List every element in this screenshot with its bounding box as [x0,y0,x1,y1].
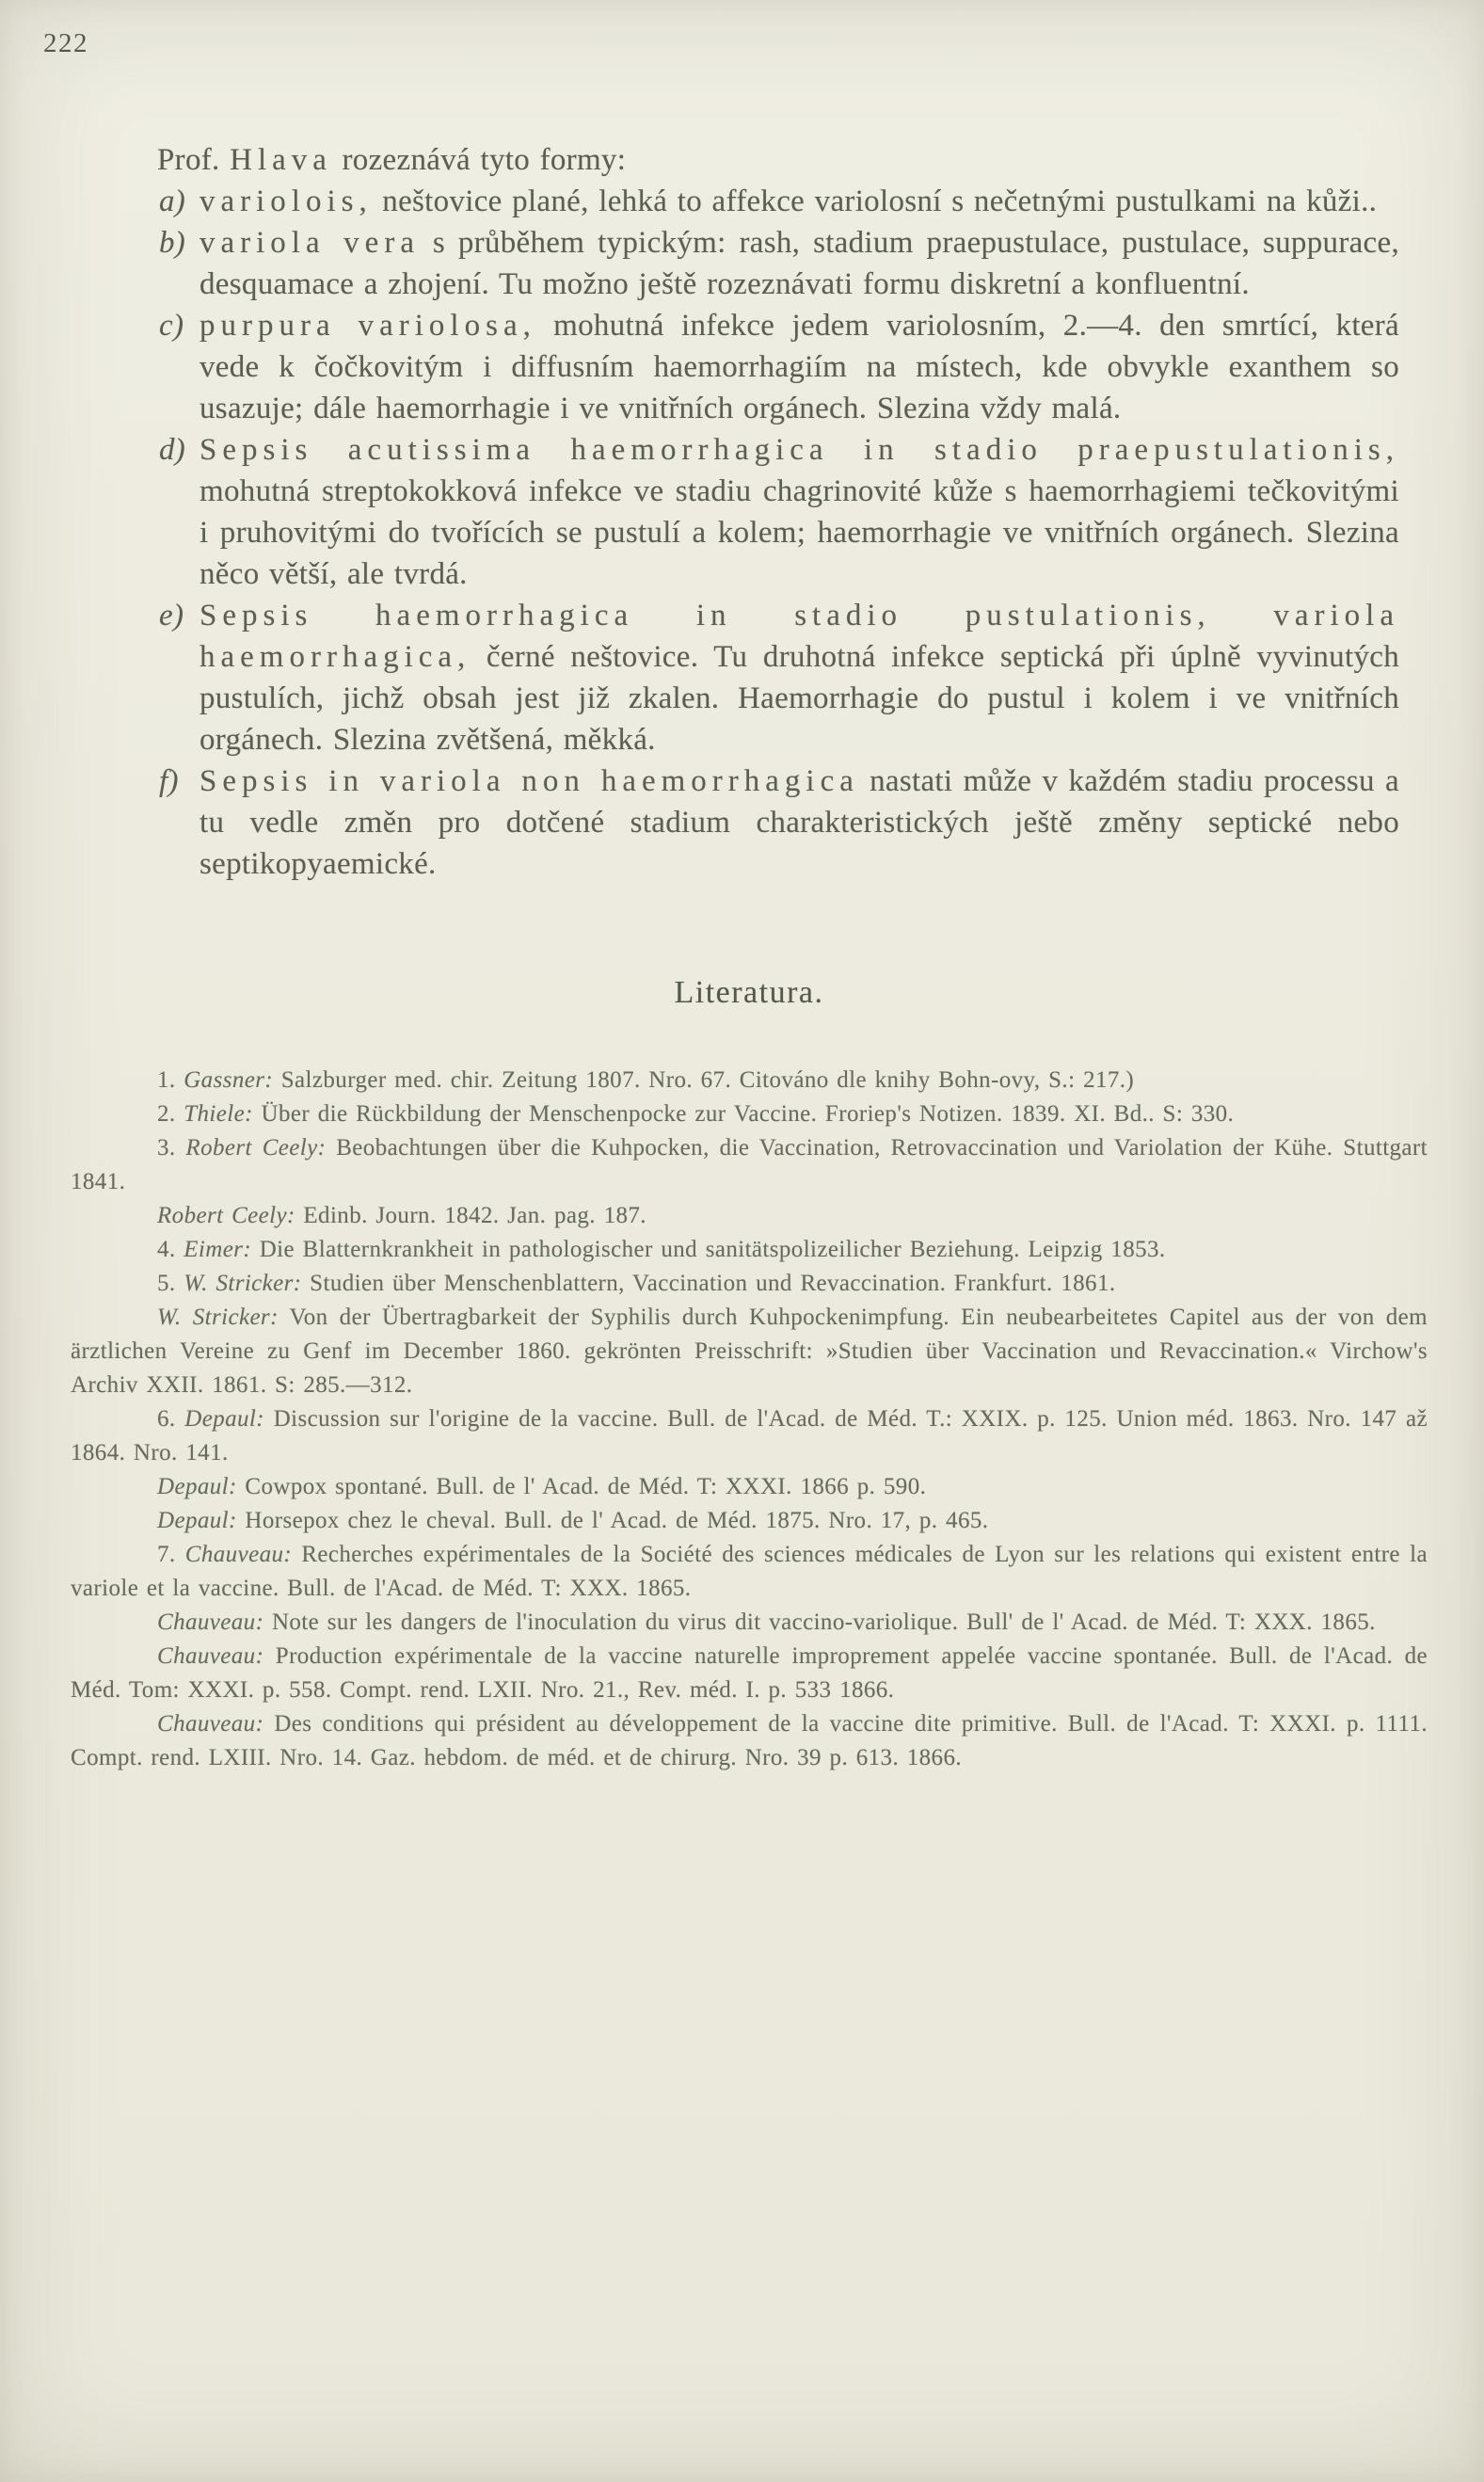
entry-number: 3. [157,1135,176,1161]
literature-entry [71,1640,1428,1707]
entry-author: Depaul: [184,1406,264,1432]
entry-author: W. Stricker: [157,1305,279,1330]
main-text-block [157,139,1399,885]
literature-list [71,1064,1428,1775]
entry-text: Studien über Menschenblattern, Vaccination und Revaccination. Frankfurt. 1861. [310,1271,1116,1296]
entry-text: Recherches expérimentales de la Société des sciences médicales de Lyon sur les relations qui existent entre la variole et la vaccine. Bull. de l'Acad. de Méd. T: XXX. 1865. [71,1542,1428,1601]
page-content [71,139,1428,1775]
entry-author: Robert Ceely: [157,1203,295,1228]
variola-form-item [157,305,1399,429]
entry-text: Cowpox spontané. Bull. de l' Acad. de Méd. T: XXXI. 1866 p. 590. [245,1474,927,1499]
intro-prefix: Prof. [157,143,220,177]
entry-text: Beobachtungen über die Kuhpocken, die Vaccination, Retrovaccination und Variolation der Kühe. Stuttgart 1841. [71,1135,1428,1194]
item-lead: purpura variolosa, [199,309,536,343]
literature-entry [71,1538,1428,1606]
entry-text: Des conditions qui président au développement de la vaccine dite primitive. Bull. de l'Acad. T: XXXI. p. 1111. Compt. rend. LXIII. Nro. 14. Gaz. hebdom. de méd. et de chirurg. Nro. 39 p. 613. 1866. [71,1711,1428,1770]
literature-entry [71,1267,1428,1301]
variola-form-item [157,429,1399,595]
entry-author: Gassner: [184,1067,274,1093]
entry-text: Von der Übertragbarkeit der Syphilis durch Kuhpockenimpfung. Ein neubearbeitetes Capitel aus der von dem ärztlichen Vereine zu Genf im December 1860. gekrönten Preisschrift: »Studien über Vaccination und Revaccination.« Virchow's Archiv XXII. 1861. S: 285.—312. [71,1305,1428,1398]
literature-entry [71,1097,1428,1131]
item-lead: Sepsis in variola non haemorrhagica [199,764,859,798]
item-label: c) [159,309,184,343]
literature-entry [71,1199,1428,1233]
item-text: neštovice plané, lehká to affekce variolosní s nečetnými pustulkami na kůži.. [382,184,1378,218]
entry-text: Über die Rückbildung der Menschenpocke zur Vaccine. Froriep's Notizen. 1839. XI. Bd.. S: 330. [261,1101,1235,1127]
entry-author: Chauveau: [157,1643,264,1669]
item-label: e) [159,599,184,633]
literature-entry [71,1606,1428,1640]
entry-text: Discussion sur l'origine de la vaccine. Bull. de l'Acad. de Méd. T.: XXIX. p. 125. Union méd. 1863. Nro. 147 až 1864. Nro. 141. [71,1406,1428,1465]
item-text: s průběhem typickým: rash, stadium praepustulace, pustulace, suppurace, desquamace a zhojení. Tu možno ještě rozeznávati formu diskretní a konfluentní. [199,226,1400,301]
entry-text: Die Blatternkrankheit in pathologischer und sanitätspolizeilicher Beziehung. Leipzig 1853. [259,1237,1166,1262]
literature-entry [71,1301,1428,1402]
entry-author: Chauveau: [184,1542,293,1567]
entry-author: Chauveau: [157,1711,264,1737]
entry-number: 4. [157,1237,176,1262]
intro-line [157,139,1399,181]
entry-author: Chauveau: [157,1609,264,1635]
variola-form-item [157,222,1399,305]
page-number: 222 [43,28,88,58]
literature-entry [71,1131,1428,1199]
entry-number: 7. [157,1542,176,1567]
variola-form-item [157,181,1399,222]
literature-heading: Literatura. [674,975,824,1010]
entry-text: Edinb. Journ. 1842. Jan. pag. 187. [303,1203,646,1228]
item-text: nastati může v každém stadiu processu a tu vedle změn pro dotčené stadium charakteristických ještě změny septické nebo septikopyaemické. [199,764,1399,881]
item-lead: Sepsis haemorrhagica in stadio pustulationis, variola haemorrhagica, [199,599,1399,674]
entry-number: 5. [157,1271,176,1296]
entry-text: Note sur les dangers de l'inoculation du virus dit vaccino-variolique. Bull' de l' Acad. de Méd. T: XXX. 1865. [271,1609,1376,1635]
entry-author: Eimer: [184,1237,252,1262]
item-lead: Sepsis acutissima haemorrhagica in stadio praepustulationis, [199,433,1399,467]
item-label: b) [159,226,186,260]
item-lead: variola vera [199,226,420,260]
item-label: d) [159,433,186,467]
entry-text: Horsepox chez le cheval. Bull. de l' Acad. de Méd. 1875. Nro. 17, p. 465. [245,1508,989,1533]
literature-entry [71,1402,1428,1470]
item-text: mohutná infekce jedem variolosním, 2.—4. den smrtící, která vede k čočkovitým i diffusním haemorrhagiím na místech, kde obvykle exanthem so usazuje; dále haemorrhagie i ve vnitřních orgánech. Slezina vždy malá. [199,309,1399,425]
intro-rest: rozeznává tyto formy: [342,143,627,177]
literature-entry [71,1707,1428,1775]
item-text: mohutná streptokokková infekce ve stadiu chagrinovité kůže s haemorrhagiemi tečkovitými i pruhovitými do tvořících se pustulí a kolem; haemorrhagie ve vnitřních orgánech. Slezina něco větší, ale tvrdá. [199,474,1399,591]
entry-number: 6. [157,1406,176,1432]
literature-entry [71,1470,1428,1504]
entry-text: Salzburger med. chir. Zeitung 1807. Nro. 67. Citováno dle knihy Bohn-ovy, S.: 217.) [280,1067,1135,1093]
item-label: a) [159,184,186,218]
entry-author: Depaul: [157,1508,237,1533]
literature-entry [71,1504,1428,1538]
entry-author: Thiele: [184,1101,253,1127]
intro-author-name: Hlava [230,143,332,177]
variola-form-item [157,761,1399,885]
entry-number: 2. [157,1101,176,1127]
entry-number: 1. [157,1067,176,1093]
literature-entry [71,1233,1428,1267]
entry-author: W. Stricker: [184,1271,302,1296]
item-lead: variolois, [199,184,373,218]
item-label: f) [159,764,179,798]
literature-entry [71,1064,1428,1097]
item-text: černé neštovice. Tu druhotná infekce septická při úplně vyvinutých pustulích, jichž obsah jest již zkalen. Haemorrhagie do pustul i kolem i ve vnitřních orgánech. Slezina zvětšená, měkká. [199,640,1399,757]
variola-form-item [157,595,1399,761]
entry-author: Depaul: [157,1474,237,1499]
entry-author: Robert Ceely: [185,1135,327,1161]
variola-forms-list [157,181,1399,885]
entry-text: Production expérimentale de la vaccine naturelle improprement appelée vaccine spontanée. Bull. de l'Acad. de Méd. Tom: XXXI. p. 558. Compt. rend. LXII. Nro. 21., Rev. méd. I. p. 533 1866. [71,1643,1428,1703]
